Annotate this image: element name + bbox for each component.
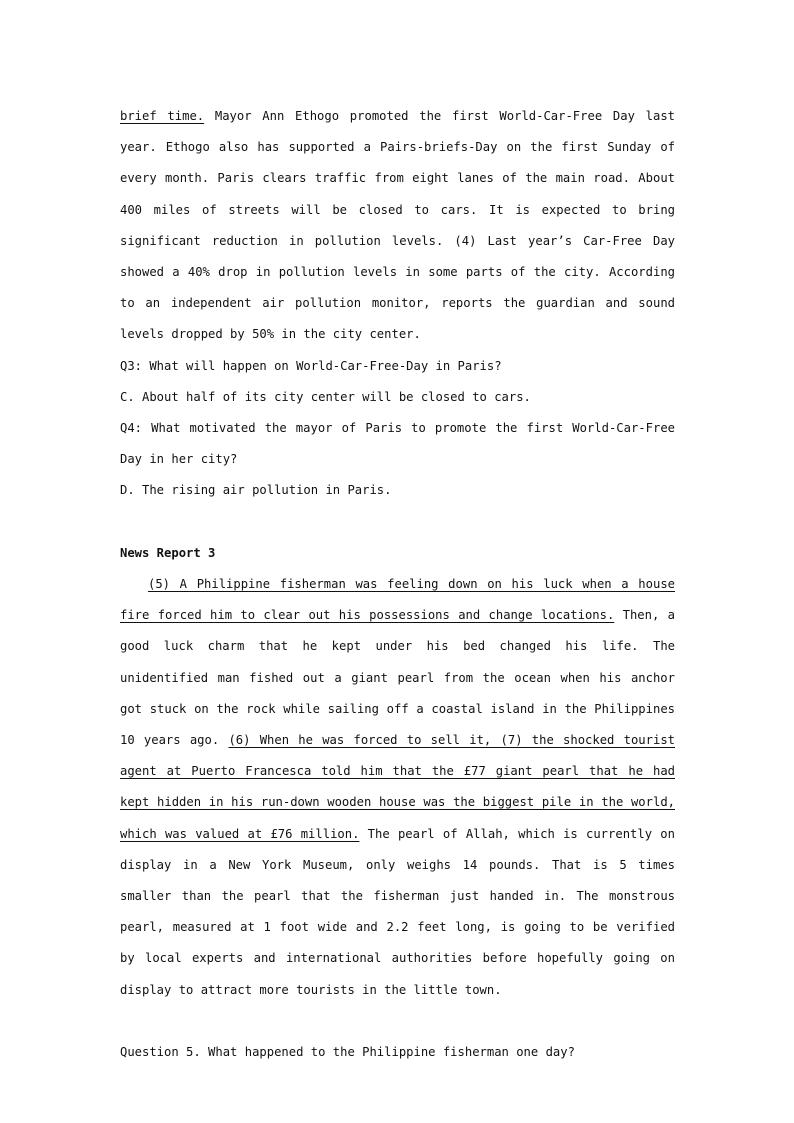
report2-body: Mayor Ann Ethogo promoted the first World-Car-Free Day last year. Ethogo also has supported a Pairs-briefs-Day on the first Sunday of every month. Paris clears traffic from eight lanes of the main road. About 400 miles of streets will be closed to cars. It is expected to bring significant reduction in pollution levels. (4) Last year’s Car-Free Day showed a 40% drop in pollution levels in some parts of the city. According to an independent air pollution monitor, reports the guardian and sound levels dropped by 50% in the city center. [120, 109, 676, 342]
answer-4: D. The rising air pollution in Paris. [120, 483, 392, 498]
answer-3: C. About half of its city center will be closed to cars. [120, 389, 531, 404]
underlined-sentence-5: (5) A Philippine fisherman was feeling down on his luck when a house fire forced him to clear out his possessions and change locations. [120, 577, 675, 623]
spacer [120, 1006, 675, 1037]
document-page [120, 101, 675, 1068]
section-heading-news-report-3: News Report 3 [120, 545, 216, 560]
question-4: Q4: What motivated the mayor of Paris to promote the first World-Car-Free Day in her city? [120, 421, 675, 467]
underlined-lead: brief time. [120, 109, 205, 123]
question-3: Q3: What will happen on World-Car-Free-Day in Paris? [120, 358, 502, 373]
report2-paragraph [120, 101, 675, 351]
spacer [120, 507, 675, 538]
report3-paragraph [120, 569, 675, 1006]
report3-text-2: The pearl of Allah, which is currently on display in a New York Museum, only weighs 14 pounds. That is 5 times smaller than the pearl that the fisherman just handed in. The monstrous pearl, measured at 1 foot wide and 2.2 feet long, is going to be verified by local experts and international authorities before hopefully going on display to attract more tourists in the little town. [120, 826, 675, 997]
report3-text-1: Then, a good luck charm that he kept under his bed changed his life. The unidentified man fished out a giant pearl from the ocean when his anchor got stuck on the rock while sailing off a coastal island in the Philippines 10 years ago. [120, 608, 675, 748]
underlined-sentence-6-7: (6) When he was forced to sell it, (7) the shocked tourist agent at Puerto Francesca told him that the £77 giant pearl that he had kept hidden in his run-down wooden house was the biggest pile in the world, which was valued at £76 million. [120, 733, 675, 841]
question-5: Question 5. What happened to the Philippine fisherman one day? [120, 1045, 575, 1060]
